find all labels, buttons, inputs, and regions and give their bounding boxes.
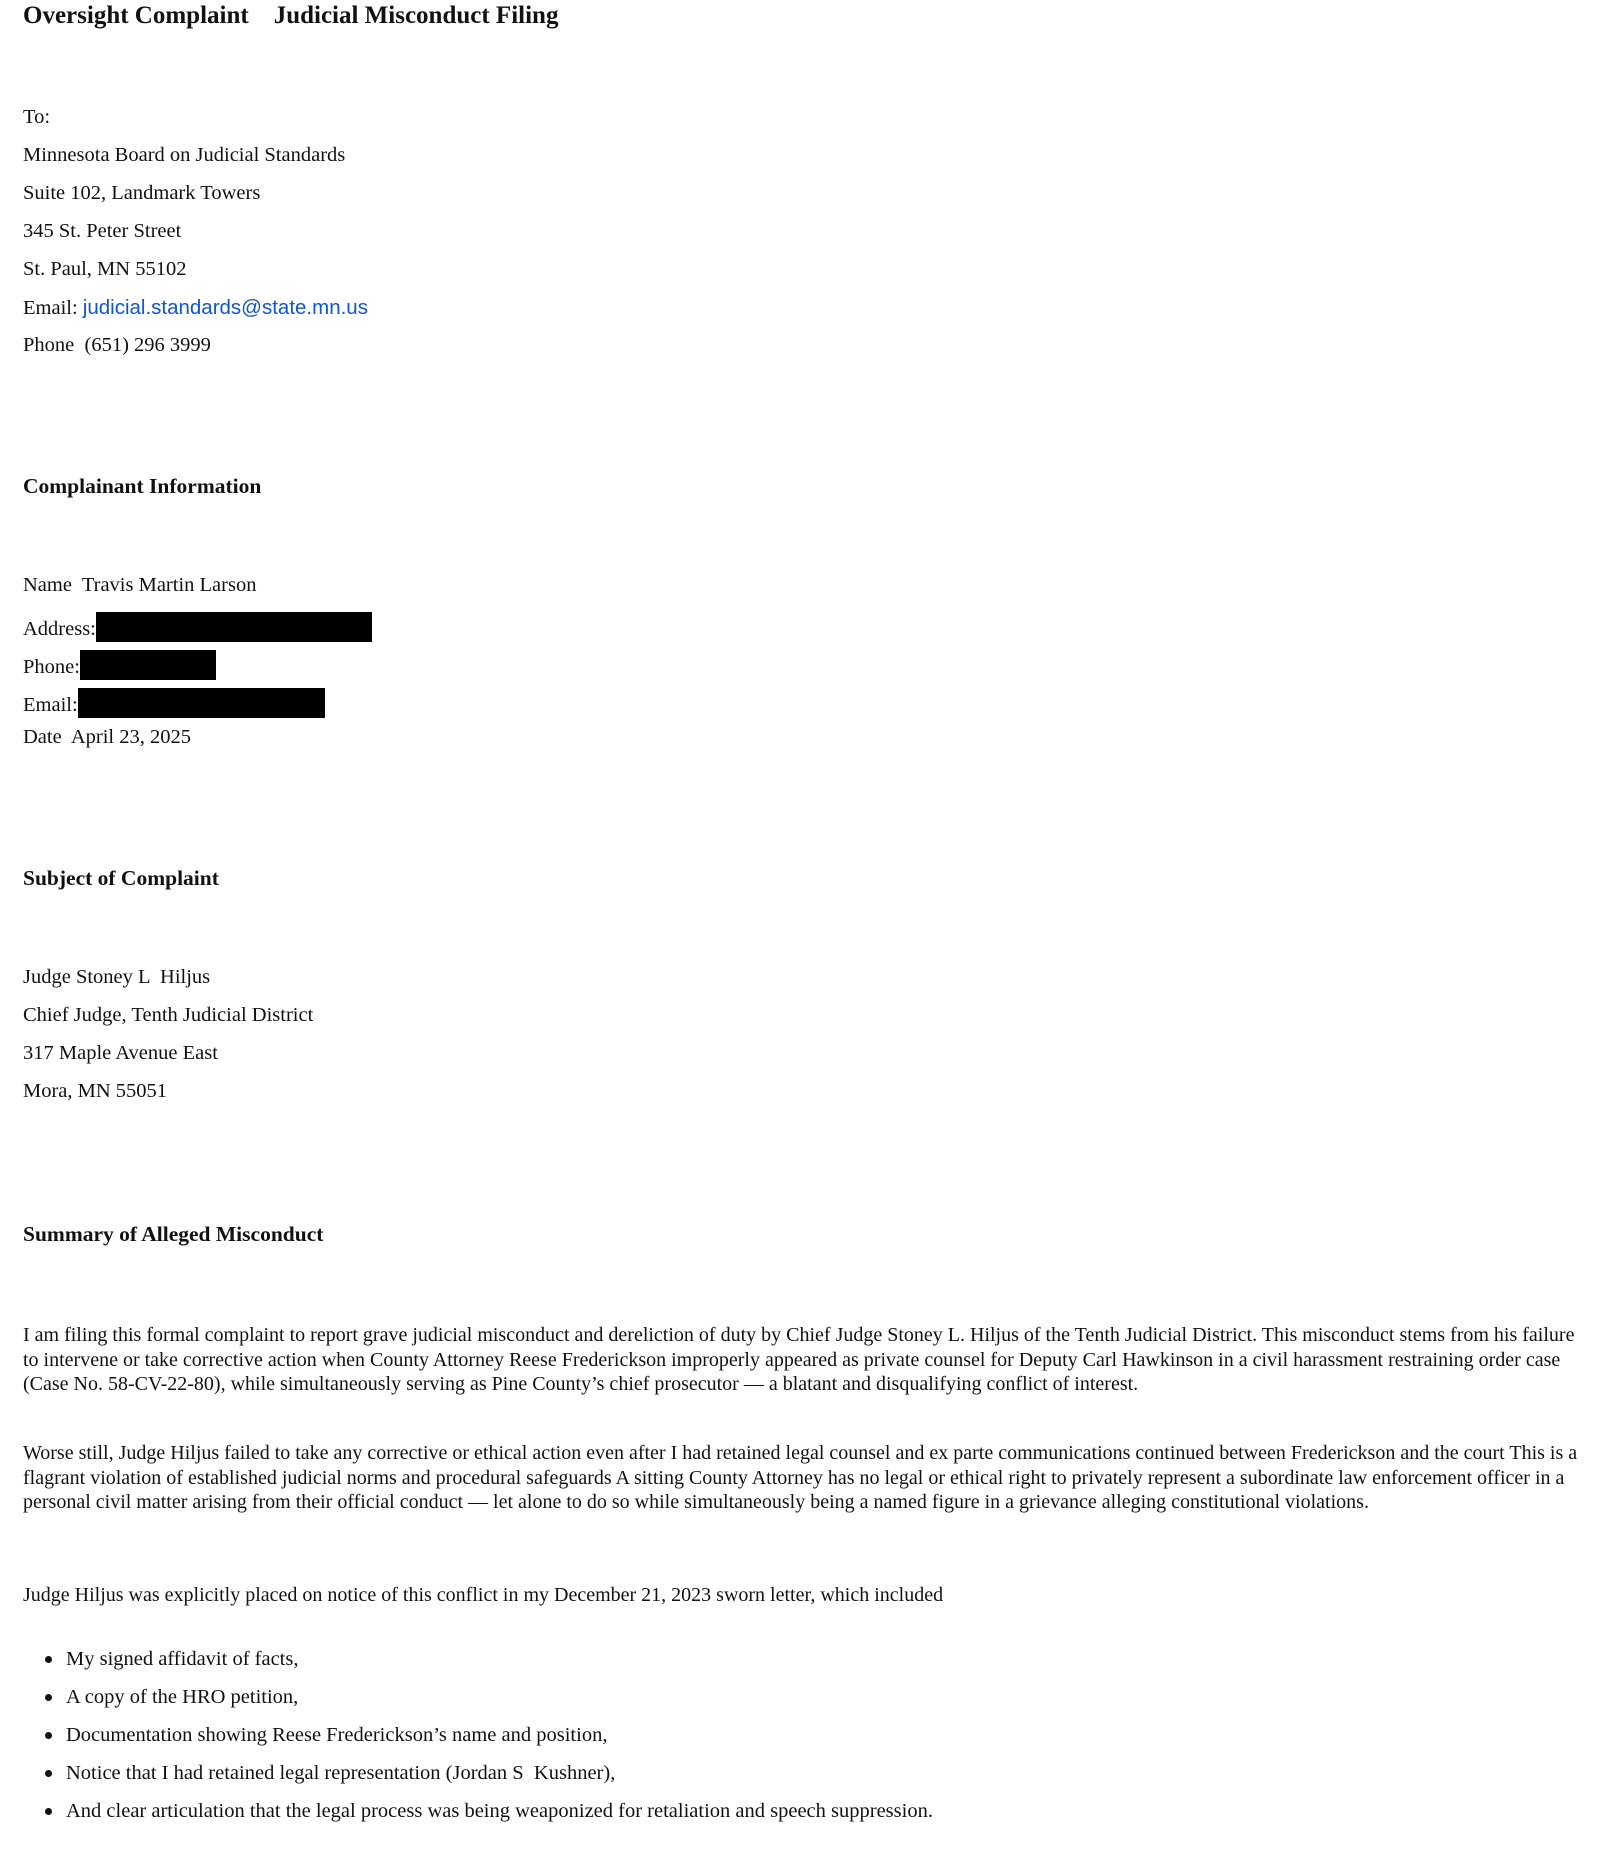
- address-label: Address:: [23, 618, 96, 640]
- recipient-email-link[interactable]: judicial.standards@state.mn.us: [82, 296, 368, 319]
- complainant-date: Date April 23, 2025: [23, 726, 191, 748]
- bullet-icon: [45, 1694, 52, 1701]
- recipient-org: Minnesota Board on Judicial Standards: [23, 144, 346, 166]
- email-redaction: [78, 688, 325, 718]
- complainant-phone: [23, 650, 216, 680]
- recipient-email-line: [23, 296, 368, 320]
- subject-city: Mora, MN 55051: [23, 1080, 168, 1102]
- complainant-name: Name Travis Martin Larson: [23, 574, 257, 596]
- to-label: To:: [23, 106, 51, 128]
- address-redaction: [96, 612, 372, 642]
- bullet-icon: [45, 1656, 52, 1663]
- recipient-city: St. Paul, MN 55102: [23, 258, 187, 280]
- list-item: Notice that I had retained legal representation (Jordan S Kushner),: [66, 1754, 933, 1792]
- list-item: My signed affidavit of facts,: [66, 1640, 933, 1678]
- evidence-list: [23, 1640, 933, 1830]
- recipient-suite: Suite 102, Landmark Towers: [23, 182, 261, 204]
- list-item: And clear articulation that the legal process was being weaponized for retaliation and speech suppression.: [66, 1792, 933, 1830]
- summary-paragraph-2: Worse still, Judge Hiljus failed to take any corrective or ethical action even after I had retained legal counsel and ex parte communications continued between Frederickson and the court This is a flagrant violation of established judicial norms and procedural safeguards A sitting County Attorney has no legal or ethical right to privately represent a subordinate law enforcement officer in a personal civil matter arising from their official conduct — let alone to do so while simultaneously being a named figure in a grievance alleging constitutional violations.: [23, 1442, 1578, 1513]
- subject-judge: Judge Stoney L Hiljus: [23, 966, 211, 988]
- bullet-icon: [45, 1732, 52, 1739]
- summary-heading: Summary of Alleged Misconduct: [23, 1222, 324, 1246]
- complainant-heading: Complainant Information: [23, 474, 262, 498]
- recipient-phone: Phone (651) 296 3999: [23, 334, 211, 356]
- phone-label: Phone:: [23, 656, 80, 678]
- email-label: Email:: [23, 297, 83, 319]
- subject-street: 317 Maple Avenue East: [23, 1042, 218, 1064]
- bullet-icon: [45, 1808, 52, 1815]
- phone-redaction: [80, 650, 216, 680]
- recipient-street: 345 St. Peter Street: [23, 220, 182, 242]
- page-title: Oversight Complaint Judicial Misconduct Filing: [23, 2, 559, 29]
- list-item: A copy of the HRO petition,: [66, 1678, 933, 1716]
- subject-heading: Subject of Complaint: [23, 866, 219, 890]
- complainant-email: [23, 688, 325, 718]
- bullet-icon: [45, 1770, 52, 1777]
- complainant-address: [23, 612, 372, 642]
- summary-paragraph-1: I am filing this formal complaint to report grave judicial misconduct and dereliction of duty by Chief Judge Stoney L. Hiljus of the Tenth Judicial District. This misconduct stems from his failure to intervene or take corrective action when County Attorney Reese Frederickson improperly appeared as private counsel for Deputy Carl Hawkinson in a civil harassment restraining order case (Case No. 58-CV-22-80), while simultaneously serving as Pine County’s chief prosecutor — a blatant and disqualifying conflict of interest.: [23, 1324, 1575, 1395]
- summary-paragraph-3: Judge Hiljus was explicitly placed on notice of this conflict in my December 21, 2023 sworn letter, which included: [23, 1584, 944, 1606]
- list-item: Documentation showing Reese Frederickson’s name and position,: [66, 1716, 933, 1754]
- email-label: Email:: [23, 694, 78, 716]
- subject-title: Chief Judge, Tenth Judicial District: [23, 1004, 314, 1026]
